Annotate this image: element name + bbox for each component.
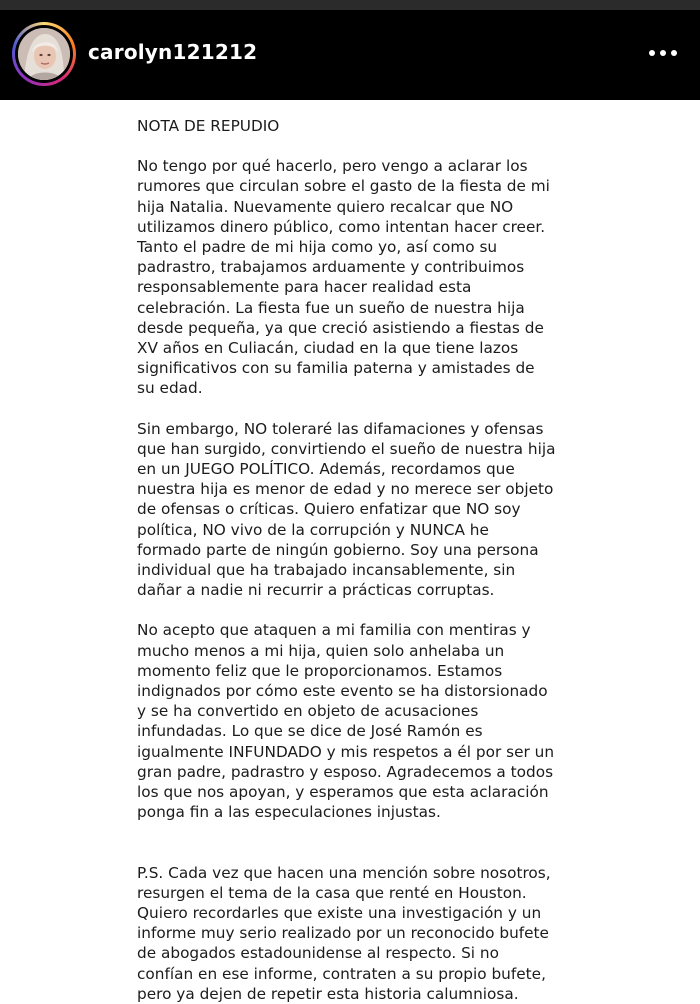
header-top-edge xyxy=(0,0,700,10)
more-dot xyxy=(660,50,666,56)
post-paragraph: No acepto que ataquen a mi familia con mentiras y mucho menos a mi hija, quien solo anhelaba un momento feliz que le proporcionamos. Estamos indignados por cómo este evento se ha distorsionado y se ha convertido en objeto de acusaciones infundadas. Lo que se dice de José Ramón es igualmente INFUNDADO y mis respetos a él por ser un gran padre, padrastro y esposo. Agradecemos a todos los que nos apoyan, y esperamos que esta aclaración ponga fin a las especulaciones injustas. xyxy=(137,621,555,822)
post-paragraph: No tengo por qué hacerlo, pero vengo a aclarar los rumores que circulan sobre el gasto de la fiesta de mi hija Natalia. Nuevamente quiero recalcar que NO utilizamos dinero público, como intentan hacer creer. Tanto el padre de mi hija como yo, así como su padrastro, trabajamos arduamente y contribuimos responsablemente para hacer realidad esta celebración. La fiesta fue un sueño de nuestra hija desde pequeña, ya que creció asistiendo a fiestas de XV años en Culiacán, ciudad en la que tiene lazos significativos con su familia paterna y amistades de su edad. xyxy=(137,157,550,398)
post-body xyxy=(137,116,557,1004)
profile-photo-graphic xyxy=(18,28,70,80)
profile-photo-icon xyxy=(18,28,70,80)
more-dot xyxy=(671,50,677,56)
post-header xyxy=(0,0,700,100)
post-title: NOTA DE REPUDIO xyxy=(137,117,280,135)
post-postscript: P.S. Cada vez que hacen una mención sobre nosotros, resurgen el tema de la casa que renté en Houston. Quiero recordarles que existe una investigación y un informe muy serio realizado por un reconocido bufete de abogados estadounidense al respecto. Si no confían en ese informe, contraten a su propio bufete, pero ya dejen de repetir esta historia calumniosa. xyxy=(137,863,551,1003)
post-paragraph: Sin embargo, NO toleraré las difamaciones y ofensas que han surgido, convirtiendo el sueño de nuestra hija en un JUEGO POLÍTICO. Además, recordamos que nuestra hija es menor de edad y no merece ser objeto de ofensas o críticas. Quiero enfatizar que NO soy política, NO vivo de la corrupción y NUNCA he formado parte de ningún gobierno. Soy una persona individual que ha trabajado incansablemente, sin dañar a nadie ni recurrir a prácticas corruptas. xyxy=(137,419,556,600)
more-options-icon[interactable] xyxy=(643,38,683,68)
more-dot xyxy=(649,50,655,56)
username[interactable]: carolyn121212 xyxy=(88,40,258,64)
avatar[interactable] xyxy=(12,22,76,86)
